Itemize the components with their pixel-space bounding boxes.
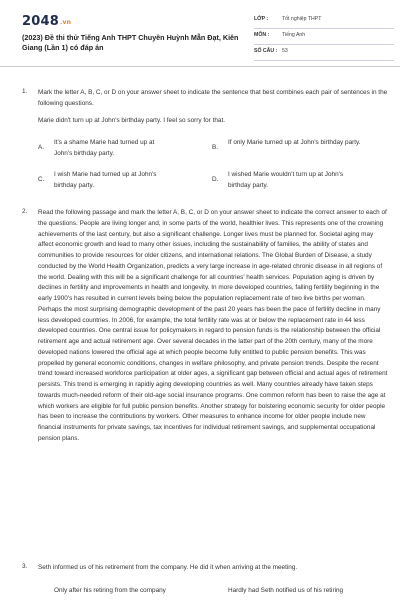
meta-row-mon	[254, 29, 394, 45]
option-text: Hardly had Seth notified us of his retiring	[228, 587, 344, 594]
meta-label-socau: SỐ CÂU :	[254, 48, 278, 54]
option-text: I wished Marie wouldn't turn up at John's birthday party.	[228, 171, 344, 189]
question-prompt: Seth informed us of his retirement from the company. He did it when arriving at the meeting.	[38, 564, 298, 571]
option-text: Only after his retiring from the company	[54, 587, 166, 594]
reading-passage: Read the following passage and mark the letter A, B, C, or D on your answer sheet to indicate the correct answer to each of the questions. People are living longer and, in some parts of the world, healthier lives. This represents one of the crowning achievements of the last century, but also a significant challenge. Longer lives must be planned for. Societal aging may affect economic growth and lead to many other issues, including the sustainability of families, the ability of states and communities to provide resources for older citizens, and international relations. The Global Burden of Disease, a study conducted by the World Health Organization, predicts a very large increase in age-related chronic disease in all regions of the world. Dealing with this will be a significant challenge for all countries' health services. Population aging is driven by declines in fertility and improvements in health and longevity. In more developed countries, falling fertility beginning in the early 1900's has resulted in current levels being below the population replacement rate of two live births per woman. Perhaps the most surprising demographic development of the past 20 years has been the pace of fertility decline in many less developed countries. In 2006, for example, the total fertility rate was at or below the replacement rate in 44 less developed countries. One central issue for policymakers in regard to pension funds is the relationship between the official retirement age and actual retirement age. Over several decades in the latter part of the 20th century, many of the more developed nations lowered the official age at which people become fully entitled to public pension benefits. This was propelled by general economic conditions, changes in welfare philosophy, and private pension trends. Despite the recent trend toward increased workforce participation at older ages, a significant gap between official and actual ages of retirement persists. This trend is emerging in rapidly aging developing countries as well. Many countries already have taken steps towards much-needed reform of their old-age social insurance programs. One common reform has been to raise the age at which workers are eligible for full public pension benefits. Another strategy for bolstering economic security for older people has been to increase the contributions by workers. Other measures to enhance income for older people include new financial instruments for private savings, tax incentives for individual retirement savings, and supplemental occupational pension plans.	[38, 209, 388, 442]
meta-value-mon: Tiếng Anh	[282, 32, 306, 38]
option-text: I wish Marie had turned up at John's birthday party.	[54, 171, 157, 189]
option-a[interactable]	[54, 586, 214, 597]
meta-row-socau	[254, 45, 394, 61]
question-number: 1.	[22, 88, 28, 95]
exam-title: (2023) Đề thi thử Tiếng Anh THPT Chuyên Huỳnh Mẫn Đạt, Kiên Giang (Lần 1) có đáp án	[22, 33, 239, 52]
logo-suffix: .vn	[59, 19, 72, 26]
site-logo[interactable]	[22, 14, 71, 29]
question-prompt: Mark the letter A, B, C, or D on your answer sheet to indicate the sentence that best combines each pair of sentences in the following questions.	[38, 89, 388, 107]
option-text: It's a shame Marie had turned up at John's birthday party.	[54, 139, 155, 157]
header-divider	[0, 66, 400, 67]
exam-meta	[254, 13, 394, 61]
meta-label-mon: MÔN :	[254, 32, 270, 38]
option-letter: C.	[38, 176, 45, 183]
question-number: 2.	[22, 208, 28, 215]
option-letter: D.	[212, 176, 219, 183]
meta-value-socau: 53	[282, 48, 288, 54]
option-b[interactable]	[228, 586, 388, 597]
meta-value-lop: Tốt nghiệp THPT	[282, 16, 322, 22]
option-text: If only Marie turned up at John's birthday party.	[228, 139, 361, 146]
option-letter: B.	[212, 144, 219, 151]
option-letter: A.	[38, 144, 45, 151]
meta-label-lop: LỚP :	[254, 16, 269, 22]
question-sentence: Marie didn't turn up at John's birthday party. I feel so sorry for that.	[38, 117, 226, 124]
meta-row-lop	[254, 13, 394, 29]
question-number: 3.	[22, 563, 28, 570]
header	[0, 0, 400, 66]
logo-text: 2048	[22, 14, 59, 29]
